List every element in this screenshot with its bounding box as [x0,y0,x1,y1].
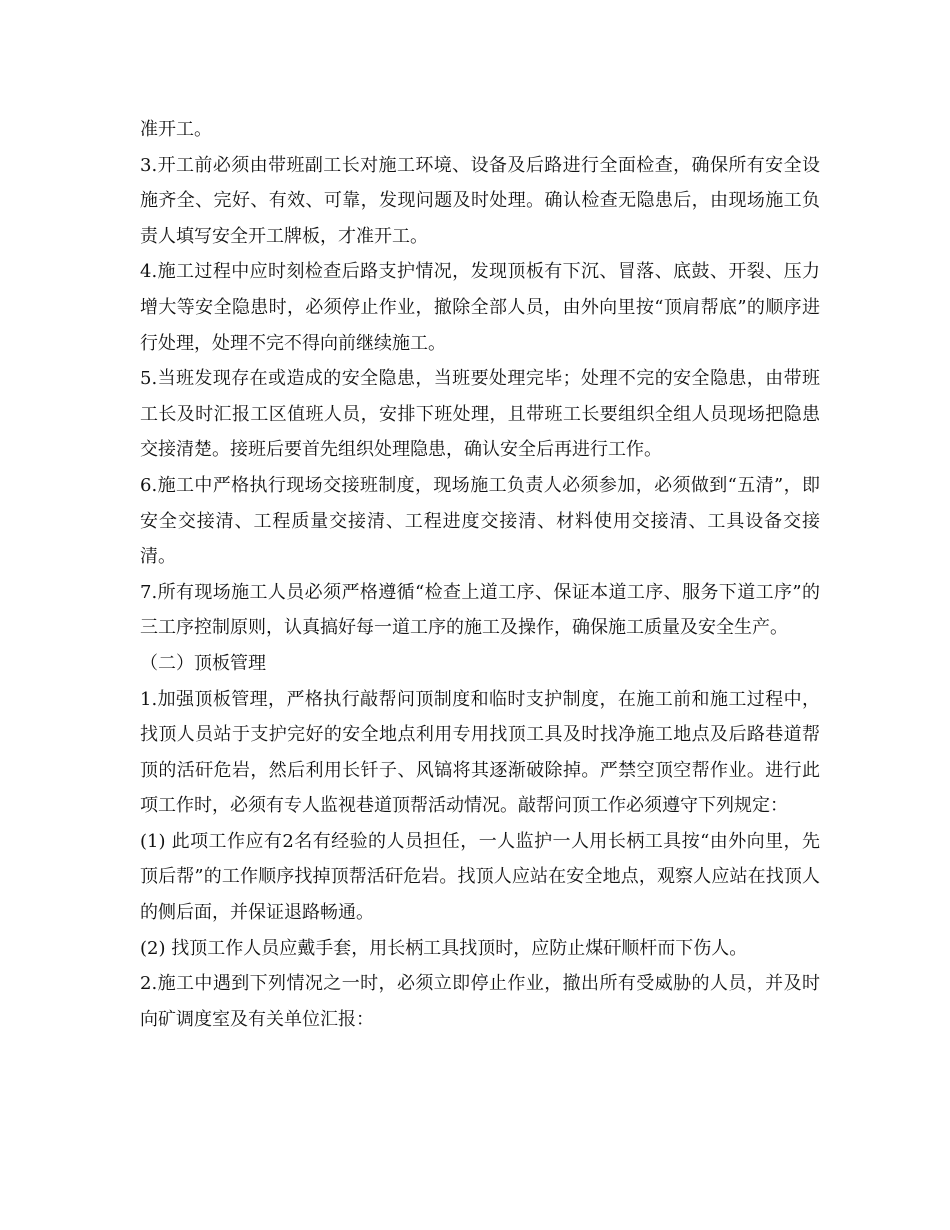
paragraph-roof-item-1: 1.加强顶板管理，严格执行敲帮问顶制度和临时支护制度，在施工前和施工过程中，找顶人员站于支护完好的安全地点利用专用找顶工具及时找净施工地点及后路巷道帮顶的活矸危岩，然后利用长钎子、风镐将其逐渐破除掉。严禁空顶空帮作业。进行此项工作时，必须有专人监视巷道顶帮活动情况。敲帮问顶工作必须遵守下列规定： [140,688,820,817]
paragraph-item-3: 3.开工前必须由带班副工长对施工环境、设备及后路进行全面检查，确保所有安全设施齐全、完好、有效、可靠，发现问题及时处理。确认检查无隐患后，由现场施工负责人填写安全开工牌板，才准开工。 [140,154,820,247]
paragraph-item-4: 4.施工过程中应时刻检查后路支护情况，发现顶板有下沉、冒落、底鼓、开裂、压力增大等安全隐患时，必须停止作业，撤除全部人员，由外向里按“顶肩帮底”的顺序进行处理，处理不完不得向前继续施工。 [140,261,820,354]
paragraph-item-5: 5.当班发现存在或造成的安全隐患，当班要处理完毕；处理不完的安全隐患，由带班工长及时汇报工区值班人员，安排下班处理，且带班工长要组织全组人员现场把隐患交接清楚。接班后要首先组织处理隐患，确认安全后再进行工作。 [140,368,820,461]
paragraph-item-7: 7.所有现场施工人员必须严格遵循“检查上道工序、保证本道工序、服务下道工序”的三工序控制原则，认真搞好每一道工序的施工及操作，确保施工质量及安全生产。 [140,581,820,639]
paragraph-item-6: 6.施工中严格执行现场交接班制度，现场施工负责人必须参加，必须做到“五清”，即安全交接清、工程质量交接清、工程进度交接清、材料使用交接清、工具设备交接清。 [140,474,820,568]
paragraph-continuation: 准开工。 [140,119,212,140]
paragraph-subitem-1: (1) 此项工作应有2名有经验的人员担任，一人监护一人用长柄工具按“由外向里，先顶后帮”的工作顺序找掉顶帮活矸危岩。找顶人应站在安全地点，观察人应站在找顶人的侧后面，并保证退路畅通。 [140,830,820,924]
paragraph-subitem-2: (2) 找顶工作人员应戴手套，用长柄工具找顶时，应防止煤矸顺杆而下伤人。 [140,937,748,959]
section-heading-roof-management: （二）顶板管理 [140,652,266,674]
document-page [140,112,820,1037]
paragraph-roof-item-2: 2.施工中遇到下列情况之一时，必须立即停止作业，撤出所有受威胁的人员，并及时向矿调度室及有关单位汇报： [140,973,820,1030]
